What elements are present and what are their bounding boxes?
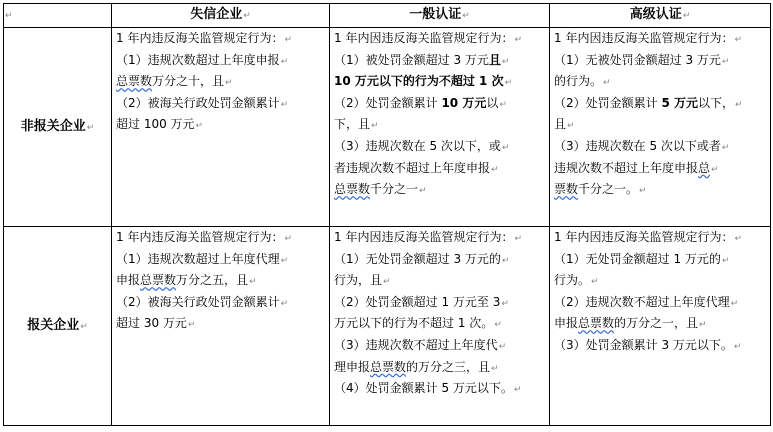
col-header-general-cert [330, 4, 550, 28]
paragraph-mark: ↵ [501, 142, 510, 153]
spellcheck-flagged-text: 总票数 [140, 273, 177, 288]
paragraph-mark: ↵ [591, 277, 599, 288]
cell-text-line [554, 51, 766, 73]
header-row [4, 4, 771, 28]
paragraph-mark: ↵ [80, 321, 88, 332]
paragraph-mark: ↵ [501, 298, 509, 309]
paragraph-mark: ↵ [195, 121, 204, 132]
text-segment: 违规次数不超过上年度申报 [554, 160, 699, 175]
cell-text-line [116, 115, 325, 137]
text-segment: （3）违规次数在 5 次以下或者 [554, 138, 721, 153]
text-segment: 的万分之一，且 [614, 316, 699, 331]
col-header-advanced-cert-label: 高级认证 [629, 7, 682, 22]
row-customs-broker [4, 227, 771, 426]
paragraph-mark: ↵ [733, 341, 742, 352]
paragraph-mark: ↵ [730, 298, 739, 309]
text-segment: 1 年内因违反海关监管规定行为： [554, 31, 734, 45]
spellcheck-flagged-text: 总票数 [578, 316, 615, 331]
paragraph-mark: ↵ [721, 56, 730, 67]
paragraph-mark: ↵ [491, 164, 499, 175]
paragraph-mark: ↵ [501, 56, 510, 67]
cell-text-line [334, 180, 545, 202]
text-segment: （4）处罚金额累计 5 万元以下。 [334, 381, 513, 396]
cell-text-line [554, 29, 766, 51]
paragraph-mark: ↵ [734, 35, 742, 45]
text-segment: 万分之五，且 [176, 273, 249, 288]
cell-text-line [116, 271, 325, 293]
cell-text-line [334, 228, 545, 250]
paragraph-mark: ↵ [734, 234, 742, 244]
text-segment: （3）违规次数在 5 次以下，或 [334, 138, 501, 153]
text-segment: 1 年内违反海关监管规定行为： [116, 31, 284, 45]
cell-text-line [116, 29, 325, 51]
cell-text-line [334, 51, 545, 73]
text-segment: 的万分之三，且 [406, 359, 491, 374]
cell-text-line [116, 250, 325, 272]
text-segment: 1 年内违反海关监管规定行为： [116, 230, 284, 244]
col-header-advanced-cert [550, 4, 771, 28]
text-segment: 行为，且 [334, 273, 383, 288]
bold-text: 且 [488, 52, 501, 67]
paragraph-mark: ↵ [639, 186, 647, 197]
cell-text-line [334, 250, 545, 272]
paragraph-mark: ↵ [187, 320, 196, 331]
row-header-customs-broker [4, 227, 112, 426]
cell-text-line [116, 94, 325, 116]
spellcheck-flagged-text: 总票数 [116, 74, 153, 89]
paragraph-mark: ↵ [721, 142, 730, 153]
cell-text-line [554, 250, 766, 272]
paragraph-mark: ↵ [243, 11, 251, 21]
text-segment: （2）被海关行政处罚金额累计 [116, 95, 280, 110]
paragraph-mark: ↵ [371, 121, 379, 132]
paragraph-mark: ↵ [280, 56, 289, 67]
cell-broker-dishonest [112, 227, 330, 426]
cell-non-broker-general-cert [330, 28, 550, 227]
cell-text-line [334, 293, 545, 315]
cell-text-line [554, 94, 766, 116]
paragraph-mark: ↵ [280, 99, 289, 110]
text-segment: （1）无被处罚金额超过 3 万元 [554, 52, 721, 67]
criteria-table [3, 3, 771, 426]
paragraph-mark: ↵ [514, 35, 522, 45]
paragraph-mark: ↵ [249, 277, 257, 288]
row-header-non-customs-broker [4, 28, 112, 227]
text-segment: （3）处罚金额累计 3 万元以下。 [554, 337, 733, 352]
text-segment: 1 年内因违反海关监管规定行为： [554, 230, 734, 244]
text-segment: （1）无处罚金额超过 1 万元的 [554, 251, 721, 266]
row-header-label: 非报关企业 [20, 118, 86, 134]
paragraph-mark: ↵ [225, 78, 233, 89]
text-segment: 千分之一 [370, 182, 419, 197]
paragraph-mark: ↵ [280, 298, 289, 309]
paragraph-mark: ↵ [699, 320, 707, 331]
text-segment: 超过 30 万元 [116, 316, 187, 331]
spellcheck-flagged-text: 总票数 [370, 359, 407, 374]
paragraph-mark: ↵ [514, 234, 522, 244]
cell-text-line [554, 180, 766, 202]
corner-paragraph-mark: ↵ [5, 11, 13, 21]
spellcheck-flagged-text: 总票数 [334, 182, 371, 197]
bold-text: 10 万元 [441, 95, 487, 110]
cell-text-line [334, 72, 545, 94]
paragraph-mark: ↵ [498, 341, 507, 352]
text-segment: （2）处罚金额累计 [334, 95, 442, 110]
cell-text-line [116, 72, 325, 94]
text-segment: 千分之一。 [578, 182, 639, 197]
paragraph-mark: ↵ [280, 255, 289, 266]
cell-text-line [116, 51, 325, 73]
text-segment: 且 [554, 117, 567, 132]
cell-text-line [554, 228, 766, 250]
cell-text-line [554, 314, 766, 336]
cell-text-line [554, 137, 766, 159]
cell-text-line [116, 293, 325, 315]
paragraph-mark: ↵ [86, 122, 95, 133]
paragraph-mark: ↵ [682, 11, 691, 21]
text-segment: （2）违规次数不超过上年度代理 [554, 294, 730, 309]
paragraph-mark: ↵ [284, 35, 292, 45]
row-header-label: 报关企业 [27, 317, 80, 333]
paragraph-mark: ↵ [462, 11, 470, 21]
cell-text-line [554, 159, 766, 181]
text-segment: （3）违规次数不超过上年度代 [334, 337, 498, 352]
text-segment: 1 年内因违反海关监管规定行为： [334, 230, 514, 244]
paragraph-mark: ↵ [419, 186, 427, 197]
text-segment: （1）违规次数超过上年度代理 [116, 251, 280, 266]
paragraph-mark: ↵ [603, 78, 611, 89]
text-segment: 下，且 [334, 117, 371, 132]
cell-broker-general-cert [330, 227, 550, 426]
cell-text-line [334, 336, 545, 358]
paragraph-mark: ↵ [501, 255, 510, 266]
cell-text-line [554, 271, 766, 293]
text-segment: 行为。 [554, 273, 591, 288]
cell-text-line [554, 72, 766, 94]
text-segment: 申报 [116, 273, 141, 288]
row-non-customs-broker [4, 28, 771, 227]
cell-text-line [334, 29, 545, 51]
cell-text-line [334, 358, 545, 380]
cell-text-line [554, 115, 766, 137]
cell-text-line [116, 314, 325, 336]
cell-non-broker-dishonest [112, 28, 330, 227]
text-segment: 的行为。 [554, 74, 603, 89]
text-segment: 万元以下的行为不超过 1 次。 [334, 316, 494, 331]
spellcheck-flagged-text: 票数 [554, 182, 579, 197]
text-segment: 以下， [697, 95, 734, 110]
text-segment: （2）被海关行政处罚金额累计 [116, 294, 280, 309]
text-segment: （1）无处罚金额超过 3 万元的 [334, 251, 501, 266]
paragraph-mark: ↵ [721, 255, 730, 266]
bold-text: 10 万元以下的行为不超过 1 次 [334, 74, 504, 89]
text-segment: （2）处罚金额超过 1 万元至 3 [334, 294, 501, 309]
paragraph-mark: ↵ [284, 234, 292, 244]
paragraph-mark: ↵ [513, 385, 522, 396]
cell-text-line [334, 137, 545, 159]
paragraph-mark: ↵ [499, 99, 507, 110]
paragraph-mark: ↵ [383, 277, 391, 288]
text-segment: 1 年内因违反海关监管规定行为： [334, 31, 514, 45]
paragraph-mark: ↵ [491, 363, 499, 374]
paragraph-mark: ↵ [494, 320, 502, 331]
paragraph-mark: ↵ [711, 164, 719, 175]
text-segment: 者违规次数不超过上年度申报 [334, 160, 491, 175]
cell-text-line [334, 314, 545, 336]
cell-text-line [554, 293, 766, 315]
cell-text-line [334, 115, 545, 137]
text-segment: （2）处罚金额累计 [554, 95, 662, 110]
paragraph-mark: ↵ [567, 121, 575, 132]
text-segment: （1）违规次数超过上年度申报 [116, 52, 280, 67]
text-segment: 申报 [554, 316, 579, 331]
cell-text-line [334, 159, 545, 181]
bold-text: 5 万元 [661, 95, 698, 110]
text-segment: （1）被处罚金额超过 3 万元 [334, 52, 489, 67]
cell-text-line [334, 271, 545, 293]
col-header-general-cert-label: 一般认证 [409, 7, 462, 22]
text-segment: 超过 100 万元 [116, 117, 195, 132]
paragraph-mark: ↵ [504, 78, 513, 89]
cell-text-line [334, 94, 545, 116]
cell-text-line [554, 336, 766, 358]
cell-broker-advanced-cert [550, 227, 771, 426]
cell-non-broker-advanced-cert [550, 28, 771, 227]
spellcheck-flagged-text: 总 [698, 160, 711, 175]
cell-text-line [116, 228, 325, 250]
text-segment: 万分之十，且 [152, 74, 225, 89]
col-header-dishonest [112, 4, 330, 28]
paragraph-mark: ↵ [735, 99, 743, 110]
text-segment: 以 [486, 95, 499, 110]
cell-text-line [334, 379, 545, 401]
text-segment: 理申报 [334, 359, 371, 374]
col-header-dishonest-label: 失信企业 [190, 7, 243, 22]
corner-cell [4, 4, 112, 28]
